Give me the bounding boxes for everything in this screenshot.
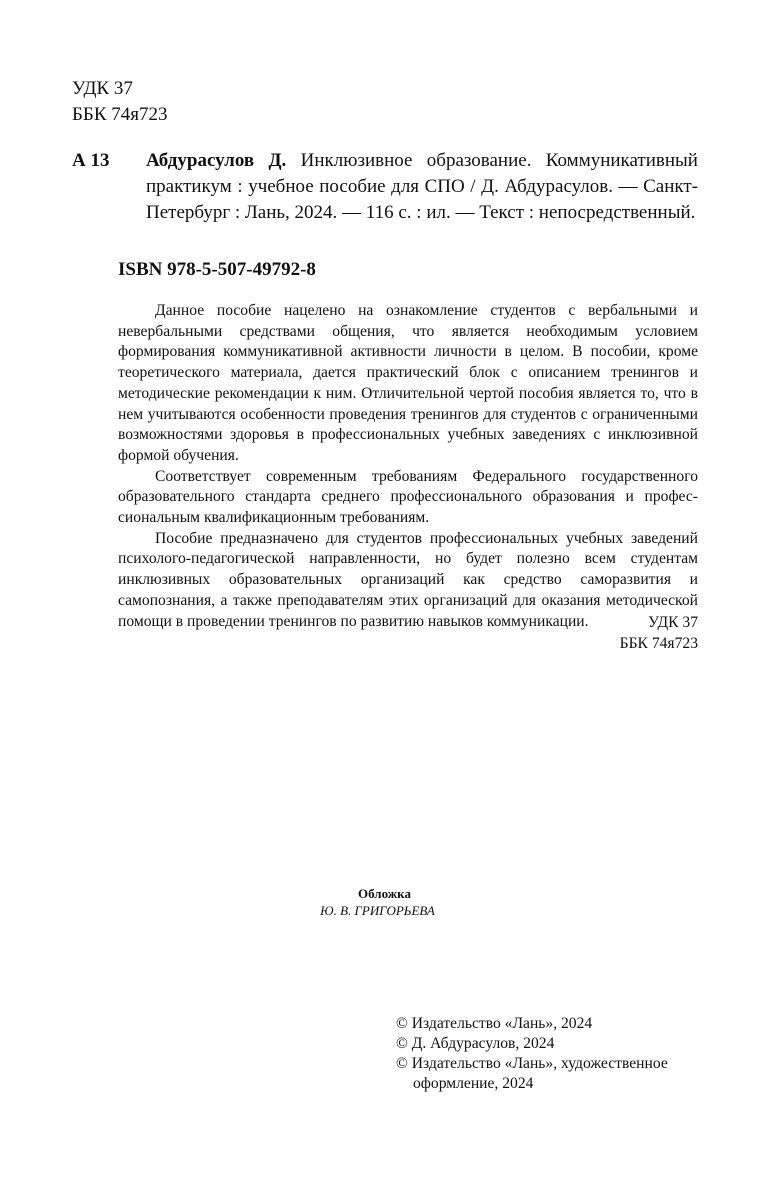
- bbk-code: ББК 74я723: [72, 104, 168, 125]
- bib-author: Абдурасулов Д.: [146, 150, 287, 171]
- copyright-line: © Издательство «Лань», 2024: [396, 1015, 593, 1032]
- cover-credit: [0, 885, 769, 919]
- isbn: ISBN 978-5-507-49792-8: [118, 259, 316, 280]
- cover-label: Обложка: [358, 886, 411, 901]
- abstract-paragraph: Соответствует современным требованиям Федерального государственного образовательного стандарта среднего профессионального образования и профессиональным квалификационным требованиям.: [118, 467, 698, 527]
- copyright-block: [396, 1014, 696, 1094]
- abstract: [118, 301, 698, 632]
- bibliographic-record: [146, 148, 698, 226]
- copyright-line: © Издательство «Лань», художественное: [396, 1055, 668, 1072]
- author-mark: А 13: [72, 150, 110, 171]
- udk-code-bottom: УДК 37: [648, 614, 698, 631]
- abstract-paragraph: Данное пособие нацелено на ознакомление студентов с вербальными и невербальными средствами общения, что является необходимым условием формирования коммуникативной активности личности в целом. В пособии, кроме теоретического материала, дается практический блок с описанием тренингов и методические рекомендации к ним. Отличительной чертой пособия является то, что в нем учитываются особенности проведения тренингов для студентов с ограниченными возможностями здоровья в профессиональных учебных заведениях с инклюзивной формой обучения.: [118, 302, 698, 464]
- copyright-line: © Д. Абдурасулов, 2024: [396, 1035, 555, 1052]
- classification-top: [72, 76, 167, 128]
- classification-bottom: [620, 613, 698, 654]
- cover-artist: Ю. В. ГРИГОРЬЕВА: [320, 903, 435, 918]
- copyright-line: оформление, 2024: [413, 1075, 534, 1092]
- bbk-code-bottom: ББК 74я723: [619, 634, 698, 652]
- abstract-paragraph: Пособие предназначено для студентов профессиональных учебных заведений психолого-педагогической направленности, но будет полезно всем студентам инклюзивных образовательных организаций как средство саморазвития и самопознания, а также преподавателям этих организаций для оказания методической помощи в проведении тренингов по развитию навыков коммуникации.: [118, 529, 698, 630]
- udk-code: УДК 37: [72, 78, 133, 99]
- bib-description: Инклюзивное образование. Коммуникативный практикум : учебное пособие для СПО / Д. Абдурасулов. — Санкт-Петербург : Лань, 2024. — 116 с. : ил. — Текст : непосредственный.: [146, 150, 698, 223]
